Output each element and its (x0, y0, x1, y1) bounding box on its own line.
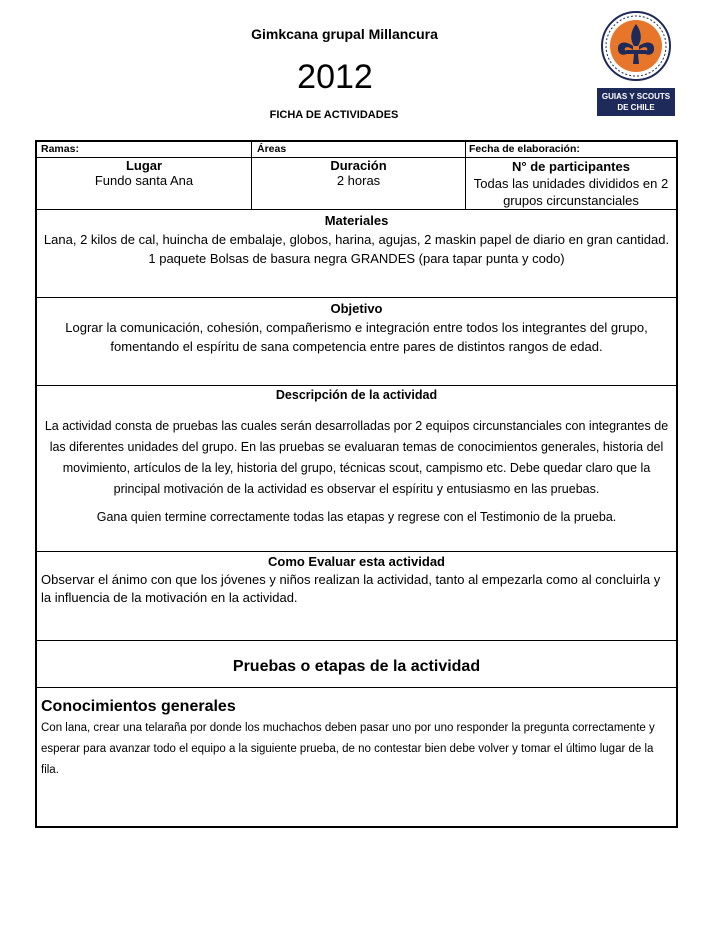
participantes-value: Todas las unidades divididos en 2 grupos circunstanciales (473, 176, 669, 208)
document-subtitle: FICHA DE ACTIVIDADES (269, 109, 399, 121)
scouts-logo (593, 6, 679, 118)
labels-row (37, 142, 676, 158)
descripcion-para2: Gana quien termine correctamente todas las etapas y regrese con el Testimonio de la prueba. (96, 510, 617, 524)
conocimientos-heading: Conocimientos generales (41, 698, 236, 715)
objetivo-section (37, 298, 676, 386)
activity-table (35, 140, 678, 828)
evaluar-section (37, 552, 676, 641)
materiales-heading: Materiales (324, 213, 389, 228)
lugar-value: Fundo santa Ana (94, 173, 194, 188)
fecha-label: Fecha de elaboración: (469, 143, 580, 155)
document-title: Gimkcana grupal Millancura (251, 26, 438, 42)
duracion-value: 2 horas (336, 173, 381, 188)
pruebas-heading: Pruebas o etapas de la actividad (232, 658, 481, 675)
participantes-cell (466, 158, 676, 209)
ramas-label: Ramas: (41, 143, 79, 155)
info-row (37, 158, 676, 210)
evaluar-heading: Como Evaluar esta actividad (267, 554, 445, 569)
lugar-cell (37, 158, 251, 188)
materiales-line1: Lana, 2 kilos de cal, huincha de embalaje, globos, harina, agujas, 2 maskin papel de diario en gran cantidad. (43, 232, 670, 247)
descripcion-section (37, 386, 676, 552)
logo-text-line1: GUIAS Y SCOUTS (601, 92, 671, 101)
descripcion-para1: La actividad consta de pruebas las cuales serán desarrolladas por 2 equipos circunstanciales con integrantes de las diferentes unidades del grupo. En las pruebas se evaluaran temas de conocimientos generales, historia del movimiento, artículos de la ley, historia del grupo, técnicas scout, campismo etc. Debe quedar claro que la principal motivación de la actividad es observar el espíritu y entusiasmo en las pruebas. (44, 419, 669, 496)
descripcion-heading: Descripción de la actividad (275, 388, 438, 402)
areas-label: Áreas (257, 143, 287, 155)
materiales-section (37, 210, 676, 298)
objetivo-text: Lograr la comunicación, cohesión, compañerismo e integración entre todos los integrantes del grupo, fomentando el espíritu de sana competencia entre pares de distintos rangos de edad. (65, 320, 648, 354)
evaluar-text: Observar el ánimo con que los jóvenes y niños realizan la actividad, tanto al empezarla como al concluirla y la influencia de la motivación en la actividad. (41, 572, 661, 605)
logo-text-line2: DE CHILE (617, 103, 655, 112)
duracion-cell (252, 158, 465, 188)
conocimientos-section (37, 688, 676, 828)
objetivo-heading: Objetivo (330, 301, 383, 316)
document-year: 2012 (297, 58, 373, 96)
pruebas-section (37, 641, 676, 688)
participantes-label: N° de participantes (512, 159, 630, 174)
duracion-label: Duración (330, 158, 387, 173)
fleur-de-lis-icon (593, 6, 679, 118)
lugar-label: Lugar (125, 158, 163, 173)
conocimientos-text: Con lana, crear una telaraña por donde los muchachos deben pasar uno por uno responder la pregunta correctamente y esperar para avanzar todo el equipo a la siguiente prueba, de no contestar bien debe volver y tomar el último lugar de la fila. (41, 722, 655, 776)
materiales-line2: 1 paquete Bolsas de basura negra GRANDES (para tapar punta y codo) (148, 251, 565, 266)
